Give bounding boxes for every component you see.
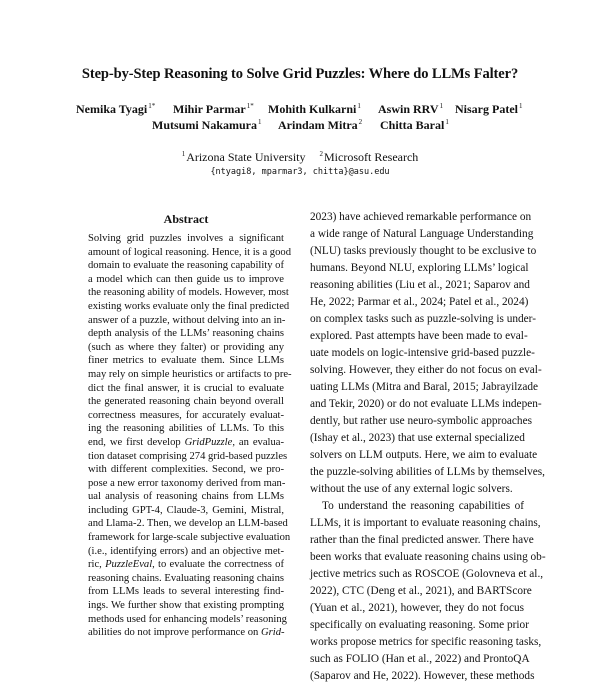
body-line: uating LLMs (Mitra and Baral, 2015; Jabrayilzade [310,381,539,393]
abstract-line: (such as where they falter) or providing any [88,341,284,353]
abstract-line: ric, PuzzleEval, to evaluate the correctness of [88,559,284,571]
emphasis-term: GridPuzzle [184,436,233,448]
abstract-line: framework for large-scale subjective evaluation [88,532,291,544]
body-line: without the use of any external logic solvers. [310,483,513,495]
abstract-line: end, we first develop GridPuzzle, an evalua- [88,436,284,448]
body-line: To understand the reasoning capabilities of [322,500,524,512]
body-line: reasoning abilities (Liu et al., 2021; Saparov and [310,279,530,291]
affiliation-microsoft: Microsoft Research [324,150,419,164]
abstract-line: (i.e., identifying errors) and an objective met- [88,545,284,557]
author-nisarg-patel: Nisarg Patel$^1$ [455,102,523,116]
abstract-body [88,232,292,640]
body-line: works propose metrics for specific reasoning tasks, [310,636,542,648]
author-aswin-rrv: Aswin RRV$^1$ [378,102,444,116]
abstract-line: and Llama-2. Then, we develop an LLM-based [88,518,288,530]
author-arindam-mitra: Arindam Mitra$^2$ [278,118,363,132]
body-line: been works that evaluate reasoning chains using ob- [310,551,546,563]
affiliation-asu: Arizona State University [186,150,306,164]
body-line: and Tekir, 2020) or do not evaluate LLMs indepen- [310,398,542,410]
abstract-line: with different complexities. Second, we pro- [88,464,284,476]
abstract-line: the reasoning ability of models. However, most [88,287,289,299]
abstract-line: methods used for enhancing models’ reasoning [88,613,287,625]
body-line: the puzzle-solving abilities of LLMs by themselves, [310,466,545,478]
body-line: such as FOLIO (Han et al., 2022) and ProntoQA [310,653,530,665]
abstract-line: tion dataset comprising 274 grid-based puzzles [88,450,288,462]
body-line: humans. Beyond NLU, exploring LLMs’ logical [310,262,529,274]
emphasis-term: Grid- [260,627,285,639]
abstract-line: amount of logical reasoning. Hence, it is a good [88,246,291,258]
abstract-line: including GPT-4, Claude-3, Gemini, Mistral, [88,504,284,516]
body-line: 2023) have achieved remarkable performance on [310,211,532,223]
abstract-line: reasoning chains. Evaluating reasoning chains [88,572,284,584]
author-nemika-tyagi: Nemika Tyagi$^{1*}$ [76,102,156,116]
abstract-line: abilities do not improve performance on Grid- [88,627,285,639]
abstract-line: ual analysis of reasoning chains from LLMs [88,491,284,503]
body-line: LLMs, it is important to evaluate reasoning chains, [310,517,541,529]
body-line: a wide range of Natural Language Understanding [310,228,534,240]
abstract-line: domain to evaluate the reasoning capability of [88,260,284,272]
affiliations: $^1$Arizona State University $^2$Microsoft Research [181,150,419,164]
abstract-line: the generated reasoning chain beyond overall [88,396,284,408]
abstract-line: correctness measures, for accurately evaluat- [88,409,284,421]
body-line: uate models on logic-intensive grid-based puzzle- [310,347,535,359]
body-line: solvers on LLM outputs. Here, we aim to evaluate [310,449,538,461]
author-chitta-baral: Chitta Baral$^1$ [380,118,449,132]
abstract-line: a model which can then guide us to improve [88,273,284,285]
abstract-line: ings. We further show that existing prompting [88,600,284,612]
author-mohith-kulkarni: Mohith Kulkarni$^1$ [268,102,361,116]
body-line: jective metrics such as ROSCOE (Golovneva et al., [310,568,544,580]
paper-title: Step-by-Step Reasoning to Solve Grid Puzzles: Where do LLMs Falter? [81,66,519,82]
body-line: solving. However, they either do not focus on eval- [310,364,542,376]
abstract-line: finer metrics to evaluate them. Since LLMs [88,355,284,367]
abstract-line: pose a new error taxonomy derived from man- [88,477,286,489]
body-line: rather than the final predicted answer. There have [310,534,534,546]
emphasis-term: PuzzleEval [105,559,153,571]
body-line: (Ishay et al., 2023) that use external specialized [310,432,525,444]
abstract-line: from LLMs leads to several interesting find- [88,586,284,598]
body-line: explored. Past attempts have been made to eval- [310,330,528,342]
abstract-line: ing the reasoning abilities of LLMs. To this [88,423,284,435]
body-line: (NLU) tasks previously thought to be exclusive to [310,245,537,257]
abstract-line: may rely on simple heuristics or artifacts to pre- [88,368,292,380]
abstract-line: Solving grid puzzles involves a significant [88,233,284,244]
abstract-line: dict the final answer, it is crucial to evaluate [88,382,284,394]
abstract-heading: Abstract [163,212,209,226]
author-emails: {ntyagi8, mparmar3, chitta}@asu.edu [210,167,390,177]
abstract-line: depth analysis of the LLMs’ reasoning chains [88,328,284,340]
body-line: He, 2022; Parmar et al., 2024; Patel et al., 2024) [310,296,529,308]
intro-body [310,209,546,685]
body-line: (Saparov and He, 2022). However, these methods [310,670,535,682]
abstract-line: answer of a puzzle, without delving into an in- [88,314,286,326]
abstract-line: existing works evaluate only the final predicted [88,300,290,312]
body-line: dently, but rather use neuro-symbolic approaches [310,415,532,427]
author-mutsumi-nakamura: Mutsumi Nakamura$^1$ [152,118,262,132]
author-mihir-parmar: Mihir Parmar$^{1*}$ [173,102,254,116]
body-line: (Yuan et al., 2021), however, they do not focus [310,602,524,614]
body-line: 2022), CTC (Deng et al., 2021), and BARTScore [310,585,532,597]
body-line: on complex tasks such as puzzle-solving is under- [310,313,536,325]
body-line: specifically on evaluating reasoning. Some prior [310,619,529,631]
